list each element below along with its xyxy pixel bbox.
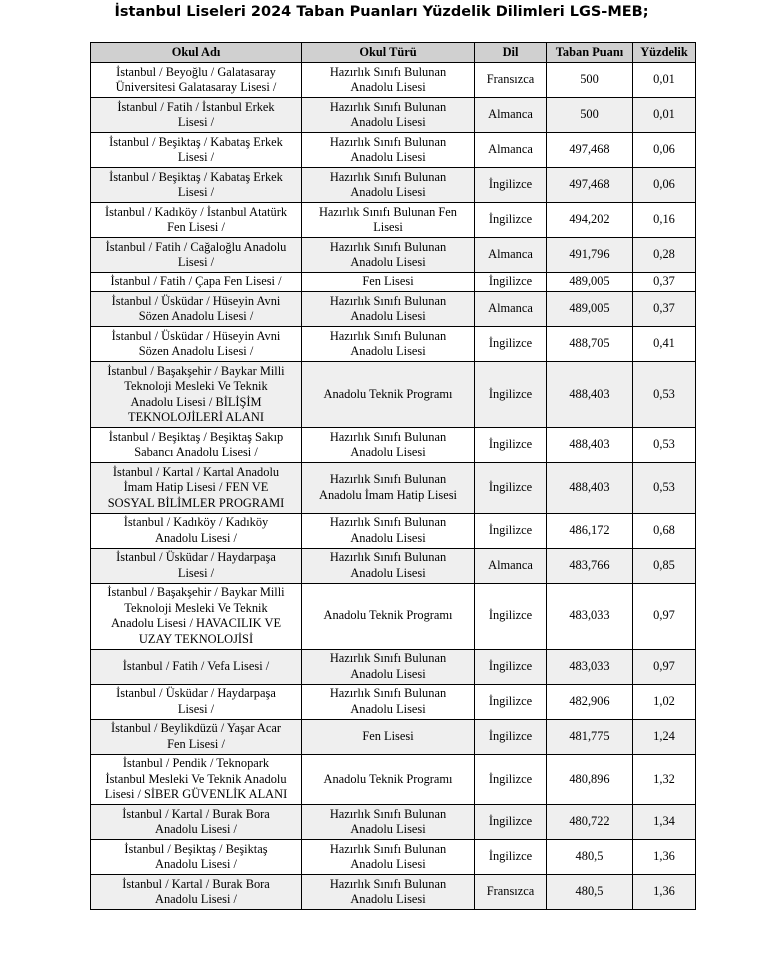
cell-okul-adi-line: İstanbul / Beşiktaş / Beşiktaş Sakıp (108, 429, 284, 444)
cell-okul-turu (302, 292, 475, 327)
cell-okul-turu-line: Anadolu Lisesi (350, 150, 426, 164)
cell-okul-turu (302, 805, 475, 840)
cell-okul-turu (302, 273, 475, 292)
table-row (91, 805, 696, 840)
cell-okul-turu-line: Lisesi (373, 220, 403, 234)
cell-okul-turu-line: Hazırlık Sınıfı Bulunan (329, 651, 447, 665)
cell-taban-puani: 480,5 (547, 840, 633, 875)
cell-yuzdelik: 0,01 (633, 63, 696, 98)
page-title: İstanbul Liseleri 2024 Taban Puanları Yüzdelik Dilimleri LGS-MEB; (114, 4, 649, 20)
cell-okul-adi-line: TEKNOLOJİLERİ ALANI (128, 410, 264, 424)
table-row (91, 362, 696, 428)
table-row (91, 513, 696, 548)
cell-okul-adi-line: İstanbul / Başakşehir / Baykar Milli (107, 363, 285, 378)
cell-okul-adi (91, 98, 302, 133)
cell-okul-adi-line: İstanbul / Kartal / Burak Bora (122, 876, 270, 891)
cell-okul-adi-line: Sözen Anadolu Lisesi / (138, 309, 254, 323)
cell-yuzdelik: 0,41 (633, 327, 696, 362)
cell-okul-adi-line: İmam Hatip Lisesi / FEN VE (123, 480, 269, 494)
header-okul-turu: Okul Türü (302, 43, 475, 63)
cell-dil: Almanca (475, 98, 547, 133)
table-row (91, 463, 696, 514)
cell-taban-puani: 480,5 (547, 875, 633, 910)
cell-taban-puani: 486,172 (547, 513, 633, 548)
cell-okul-turu-line: Hazırlık Sınıfı Bulunan (329, 169, 447, 184)
table-row (91, 875, 696, 910)
cell-taban-puani: 483,033 (547, 583, 633, 649)
cell-okul-adi-line: İstanbul / Fatih / Cağaloğlu Anadolu (105, 239, 287, 254)
cell-dil: Fransızca (475, 875, 547, 910)
cell-okul-adi-line: Lisesi / (177, 115, 215, 129)
cell-okul-adi-line: Sabancı Anadolu Lisesi / (134, 445, 258, 459)
cell-okul-adi (91, 513, 302, 548)
cell-okul-turu (302, 133, 475, 168)
cell-okul-turu (302, 98, 475, 133)
cell-okul-adi-line: İstanbul / Üsküdar / Hüseyin Avni (111, 328, 281, 343)
cell-okul-turu-line: Anadolu Lisesi (350, 115, 426, 129)
cell-dil: İngilizce (475, 273, 547, 292)
cell-yuzdelik: 1,32 (633, 754, 696, 805)
cell-okul-adi-line: Anadolu Lisesi / (155, 857, 237, 871)
cell-okul-adi (91, 463, 302, 514)
cell-dil: Almanca (475, 548, 547, 583)
table-row (91, 327, 696, 362)
cell-okul-adi-line: İstanbul / Fatih / Çapa Fen Lisesi / (110, 274, 282, 289)
cell-okul-adi-line: Lisesi / (177, 255, 215, 269)
cell-yuzdelik: 0,01 (633, 98, 696, 133)
cell-okul-turu-line: Hazırlık Sınıfı Bulunan (329, 841, 447, 856)
cell-okul-adi-line: Sözen Anadolu Lisesi / (138, 344, 254, 358)
cell-okul-turu-line: Hazırlık Sınıfı Bulunan (329, 239, 447, 254)
cell-yuzdelik: 0,06 (633, 133, 696, 168)
cell-okul-adi-line: Anadolu Lisesi / (155, 822, 237, 836)
cell-okul-adi-line: İstanbul / Üsküdar / Hüseyin Avni (111, 293, 281, 308)
cell-okul-turu-line: Anadolu Teknik Programı (323, 608, 453, 623)
table-row (91, 649, 696, 684)
cell-okul-adi-line: İstanbul / Başakşehir / Baykar Milli (107, 585, 285, 599)
table-row (91, 719, 696, 754)
cell-yuzdelik: 0,53 (633, 428, 696, 463)
table-row (91, 754, 696, 805)
cell-okul-adi-line: Anadolu Lisesi / HAVACILIK VE (110, 616, 282, 630)
cell-taban-puani: 488,705 (547, 327, 633, 362)
cell-taban-puani: 488,403 (547, 428, 633, 463)
cell-yuzdelik: 0,53 (633, 362, 696, 428)
cell-okul-turu-line: Hazırlık Sınıfı Bulunan (329, 515, 447, 529)
cell-okul-turu-line: Fen Lisesi (362, 274, 414, 289)
cell-okul-turu-line: Hazırlık Sınıfı Bulunan (329, 99, 447, 114)
cell-yuzdelik: 0,97 (633, 649, 696, 684)
cell-okul-adi (91, 583, 302, 649)
cell-okul-turu-line: Anadolu Lisesi (350, 565, 426, 580)
header-okul-adi: Okul Adı (91, 43, 302, 63)
cell-okul-adi-line: İstanbul / Üsküdar / Haydarpaşa (116, 550, 276, 564)
cell-okul-adi (91, 292, 302, 327)
cell-okul-turu-line: Anadolu Lisesi (350, 255, 426, 269)
cell-okul-turu-line: Hazırlık Sınıfı Bulunan (329, 806, 447, 821)
cell-okul-turu (302, 168, 475, 203)
cell-okul-turu-line: Anadolu Lisesi (350, 701, 426, 716)
cell-okul-adi-line: Lisesi / (177, 150, 215, 164)
cell-okul-turu (302, 63, 475, 98)
cell-okul-turu-line: Hazırlık Sınıfı Bulunan (329, 134, 447, 149)
table-row (91, 548, 696, 583)
cell-okul-adi-line: Üniversitesi Galatasaray Lisesi / (115, 80, 277, 94)
cell-okul-adi (91, 327, 302, 362)
cell-taban-puani: 480,896 (547, 754, 633, 805)
cell-okul-adi-line: İstanbul / Beşiktaş / Kabataş Erkek (109, 169, 283, 184)
cell-taban-puani: 488,403 (547, 362, 633, 428)
cell-okul-adi-line: İstanbul / Üsküdar / Haydarpaşa (116, 686, 276, 700)
cell-okul-adi-line: Anadolu Lisesi / BİLİŞİM (130, 394, 262, 409)
cell-dil: İngilizce (475, 840, 547, 875)
cell-okul-turu-line: Anadolu İmam Hatip Lisesi (319, 487, 457, 502)
cell-okul-adi (91, 684, 302, 719)
cell-taban-puani: 482,906 (547, 684, 633, 719)
cell-okul-turu-line: Hazırlık Sınıfı Bulunan (329, 328, 447, 343)
table-header-row (91, 43, 696, 63)
cell-okul-turu (302, 203, 475, 238)
cell-yuzdelik: 0,53 (633, 463, 696, 514)
table-row (91, 428, 696, 463)
cell-okul-turu (302, 362, 475, 428)
cell-okul-adi-line: UZAY TEKNOLOJİSİ (138, 631, 254, 646)
cell-okul-adi-line: İstanbul / Kartal / Kartal Anadolu (112, 464, 280, 479)
cell-okul-turu-line: Anadolu Lisesi (350, 445, 426, 459)
cell-okul-adi-line: İstanbul / Fatih / Vefa Lisesi / (122, 658, 270, 673)
cell-okul-adi (91, 428, 302, 463)
cell-okul-turu (302, 754, 475, 805)
cell-dil: Almanca (475, 133, 547, 168)
cell-okul-adi (91, 548, 302, 583)
cell-okul-turu (302, 840, 475, 875)
cell-taban-puani: 483,033 (547, 649, 633, 684)
cell-taban-puani: 483,766 (547, 548, 633, 583)
cell-dil: İngilizce (475, 362, 547, 428)
cell-okul-adi-line: İstanbul Mesleki Ve Teknik Anadolu (105, 771, 287, 786)
cell-okul-turu-line: Hazırlık Sınıfı Bulunan (329, 429, 447, 444)
cell-dil: Fransızca (475, 63, 547, 98)
cell-yuzdelik: 1,24 (633, 719, 696, 754)
cell-okul-adi-line: Teknoloji Mesleki Ve Teknik (124, 600, 268, 615)
cell-okul-adi-line: İstanbul / Fatih / İstanbul Erkek (117, 99, 275, 114)
table-row (91, 168, 696, 203)
cell-okul-adi-line: Lisesi / (177, 701, 215, 716)
cell-yuzdelik: 0,68 (633, 513, 696, 548)
cell-yuzdelik: 0,97 (633, 583, 696, 649)
cell-okul-adi-line: Fen Lisesi / (167, 220, 225, 234)
cell-taban-puani: 500 (547, 98, 633, 133)
table-row (91, 238, 696, 273)
cell-okul-adi-line: İstanbul / Kadıköy / İstanbul Atatürk (104, 204, 288, 219)
cell-okul-turu (302, 238, 475, 273)
cell-okul-adi-line: Fen Lisesi / (167, 736, 225, 751)
cell-okul-adi-line: İstanbul / Kartal / Burak Bora (122, 806, 270, 821)
cell-okul-adi (91, 168, 302, 203)
cell-okul-turu (302, 649, 475, 684)
cell-yuzdelik: 0,37 (633, 273, 696, 292)
cell-taban-puani: 480,722 (547, 805, 633, 840)
cell-okul-adi-line: İstanbul / Beyoğlu / Galatasaray (116, 64, 276, 79)
cell-okul-turu-line: Hazırlık Sınıfı Bulunan (329, 64, 447, 79)
cell-yuzdelik: 1,34 (633, 805, 696, 840)
cell-yuzdelik: 1,36 (633, 875, 696, 910)
cell-okul-turu (302, 327, 475, 362)
cell-okul-turu (302, 463, 475, 514)
table-row (91, 292, 696, 327)
cell-okul-adi (91, 63, 302, 98)
cell-okul-turu-line: Hazırlık Sınıfı Bulunan (329, 472, 447, 487)
cell-yuzdelik: 1,02 (633, 684, 696, 719)
table-body (91, 63, 696, 910)
cell-okul-adi (91, 203, 302, 238)
cell-okul-adi-line: İstanbul / Kadıköy / Kadıköy (123, 515, 269, 529)
cell-okul-turu-line: Anadolu Lisesi (350, 185, 426, 199)
cell-okul-turu (302, 513, 475, 548)
cell-yuzdelik: 0,28 (633, 238, 696, 273)
cell-okul-adi (91, 805, 302, 840)
table-row (91, 684, 696, 719)
cell-okul-turu (302, 719, 475, 754)
cell-taban-puani: 489,005 (547, 292, 633, 327)
cell-okul-turu-line: Anadolu Lisesi (350, 530, 426, 545)
cell-okul-turu-line: Hazırlık Sınıfı Bulunan Fen (318, 204, 457, 219)
cell-okul-turu-line: Fen Lisesi (362, 728, 414, 743)
cell-yuzdelik: 0,85 (633, 548, 696, 583)
cell-okul-turu-line: Hazırlık Sınıfı Bulunan (329, 876, 447, 891)
cell-okul-turu-line: Anadolu Lisesi (350, 822, 426, 836)
header-dil: Dil (475, 43, 547, 63)
cell-okul-adi (91, 362, 302, 428)
cell-taban-puani: 500 (547, 63, 633, 98)
cell-okul-turu-line: Anadolu Teknik Programı (323, 386, 453, 401)
cell-okul-adi (91, 649, 302, 684)
cell-okul-adi-line: Lisesi / (177, 565, 215, 580)
cell-taban-puani: 489,005 (547, 273, 633, 292)
table-row (91, 583, 696, 649)
cell-dil: İngilizce (475, 513, 547, 548)
cell-dil: Almanca (475, 292, 547, 327)
cell-okul-turu-line: Anadolu Lisesi (350, 857, 426, 871)
cell-dil: İngilizce (475, 754, 547, 805)
cell-dil: İngilizce (475, 327, 547, 362)
cell-taban-puani: 497,468 (547, 133, 633, 168)
cell-dil: İngilizce (475, 168, 547, 203)
cell-okul-adi (91, 840, 302, 875)
cell-okul-adi (91, 238, 302, 273)
cell-dil: İngilizce (475, 428, 547, 463)
cell-taban-puani: 488,403 (547, 463, 633, 514)
cell-yuzdelik: 0,16 (633, 203, 696, 238)
cell-dil: İngilizce (475, 463, 547, 514)
cell-yuzdelik: 0,37 (633, 292, 696, 327)
table-row (91, 63, 696, 98)
cell-okul-adi (91, 719, 302, 754)
cell-okul-adi-line: Lisesi / SİBER GÜVENLİK ALANI (104, 787, 288, 801)
cell-okul-adi-line: İstanbul / Beylikdüzü / Yaşar Acar (110, 721, 281, 735)
cell-okul-adi (91, 273, 302, 292)
cell-dil: İngilizce (475, 583, 547, 649)
cell-dil: Almanca (475, 238, 547, 273)
cell-okul-adi-line: İstanbul / Beşiktaş / Kabataş Erkek (109, 134, 283, 149)
cell-okul-turu-line: Anadolu Teknik Programı (323, 771, 453, 786)
cell-okul-turu-line: Anadolu Lisesi (350, 666, 426, 681)
cell-okul-turu (302, 548, 475, 583)
header-taban-puani: Taban Puanı (547, 43, 633, 63)
scores-table (90, 42, 696, 910)
cell-taban-puani: 497,468 (547, 168, 633, 203)
table-row (91, 203, 696, 238)
cell-okul-turu-line: Anadolu Lisesi (350, 892, 426, 906)
cell-okul-adi (91, 875, 302, 910)
cell-okul-turu (302, 875, 475, 910)
cell-okul-adi-line: Lisesi / (177, 185, 215, 199)
cell-okul-adi-line: İstanbul / Beşiktaş / Beşiktaş (124, 841, 268, 856)
cell-dil: İngilizce (475, 719, 547, 754)
cell-taban-puani: 494,202 (547, 203, 633, 238)
cell-dil: İngilizce (475, 649, 547, 684)
cell-taban-puani: 491,796 (547, 238, 633, 273)
cell-yuzdelik: 0,06 (633, 168, 696, 203)
cell-dil: İngilizce (475, 203, 547, 238)
table-row (91, 133, 696, 168)
cell-okul-adi-line: Anadolu Lisesi / (155, 892, 237, 906)
header-yuzdelik: Yüzdelik (633, 43, 696, 63)
cell-okul-turu-line: Hazırlık Sınıfı Bulunan (329, 293, 447, 308)
cell-okul-turu-line: Anadolu Lisesi (350, 344, 426, 358)
cell-okul-turu (302, 684, 475, 719)
cell-okul-turu-line: Hazırlık Sınıfı Bulunan (329, 550, 447, 564)
cell-taban-puani: 481,775 (547, 719, 633, 754)
cell-dil: İngilizce (475, 684, 547, 719)
table-row (91, 273, 696, 292)
cell-okul-turu-line: Anadolu Lisesi (350, 80, 426, 94)
cell-yuzdelik: 1,36 (633, 840, 696, 875)
cell-dil: İngilizce (475, 805, 547, 840)
table-row (91, 840, 696, 875)
cell-okul-adi-line: Anadolu Lisesi / (155, 530, 237, 545)
cell-okul-adi (91, 754, 302, 805)
cell-okul-turu-line: Anadolu Lisesi (350, 309, 426, 323)
cell-okul-adi-line: SOSYAL BİLİMLER PROGRAMI (107, 495, 285, 510)
cell-okul-adi (91, 133, 302, 168)
cell-okul-turu (302, 583, 475, 649)
cell-okul-turu (302, 428, 475, 463)
cell-okul-adi-line: Teknoloji Mesleki Ve Teknik (124, 379, 268, 393)
cell-okul-turu-line: Hazırlık Sınıfı Bulunan (329, 686, 447, 700)
cell-okul-adi-line: İstanbul / Pendik / Teknopark (122, 756, 270, 770)
table-row (91, 98, 696, 133)
